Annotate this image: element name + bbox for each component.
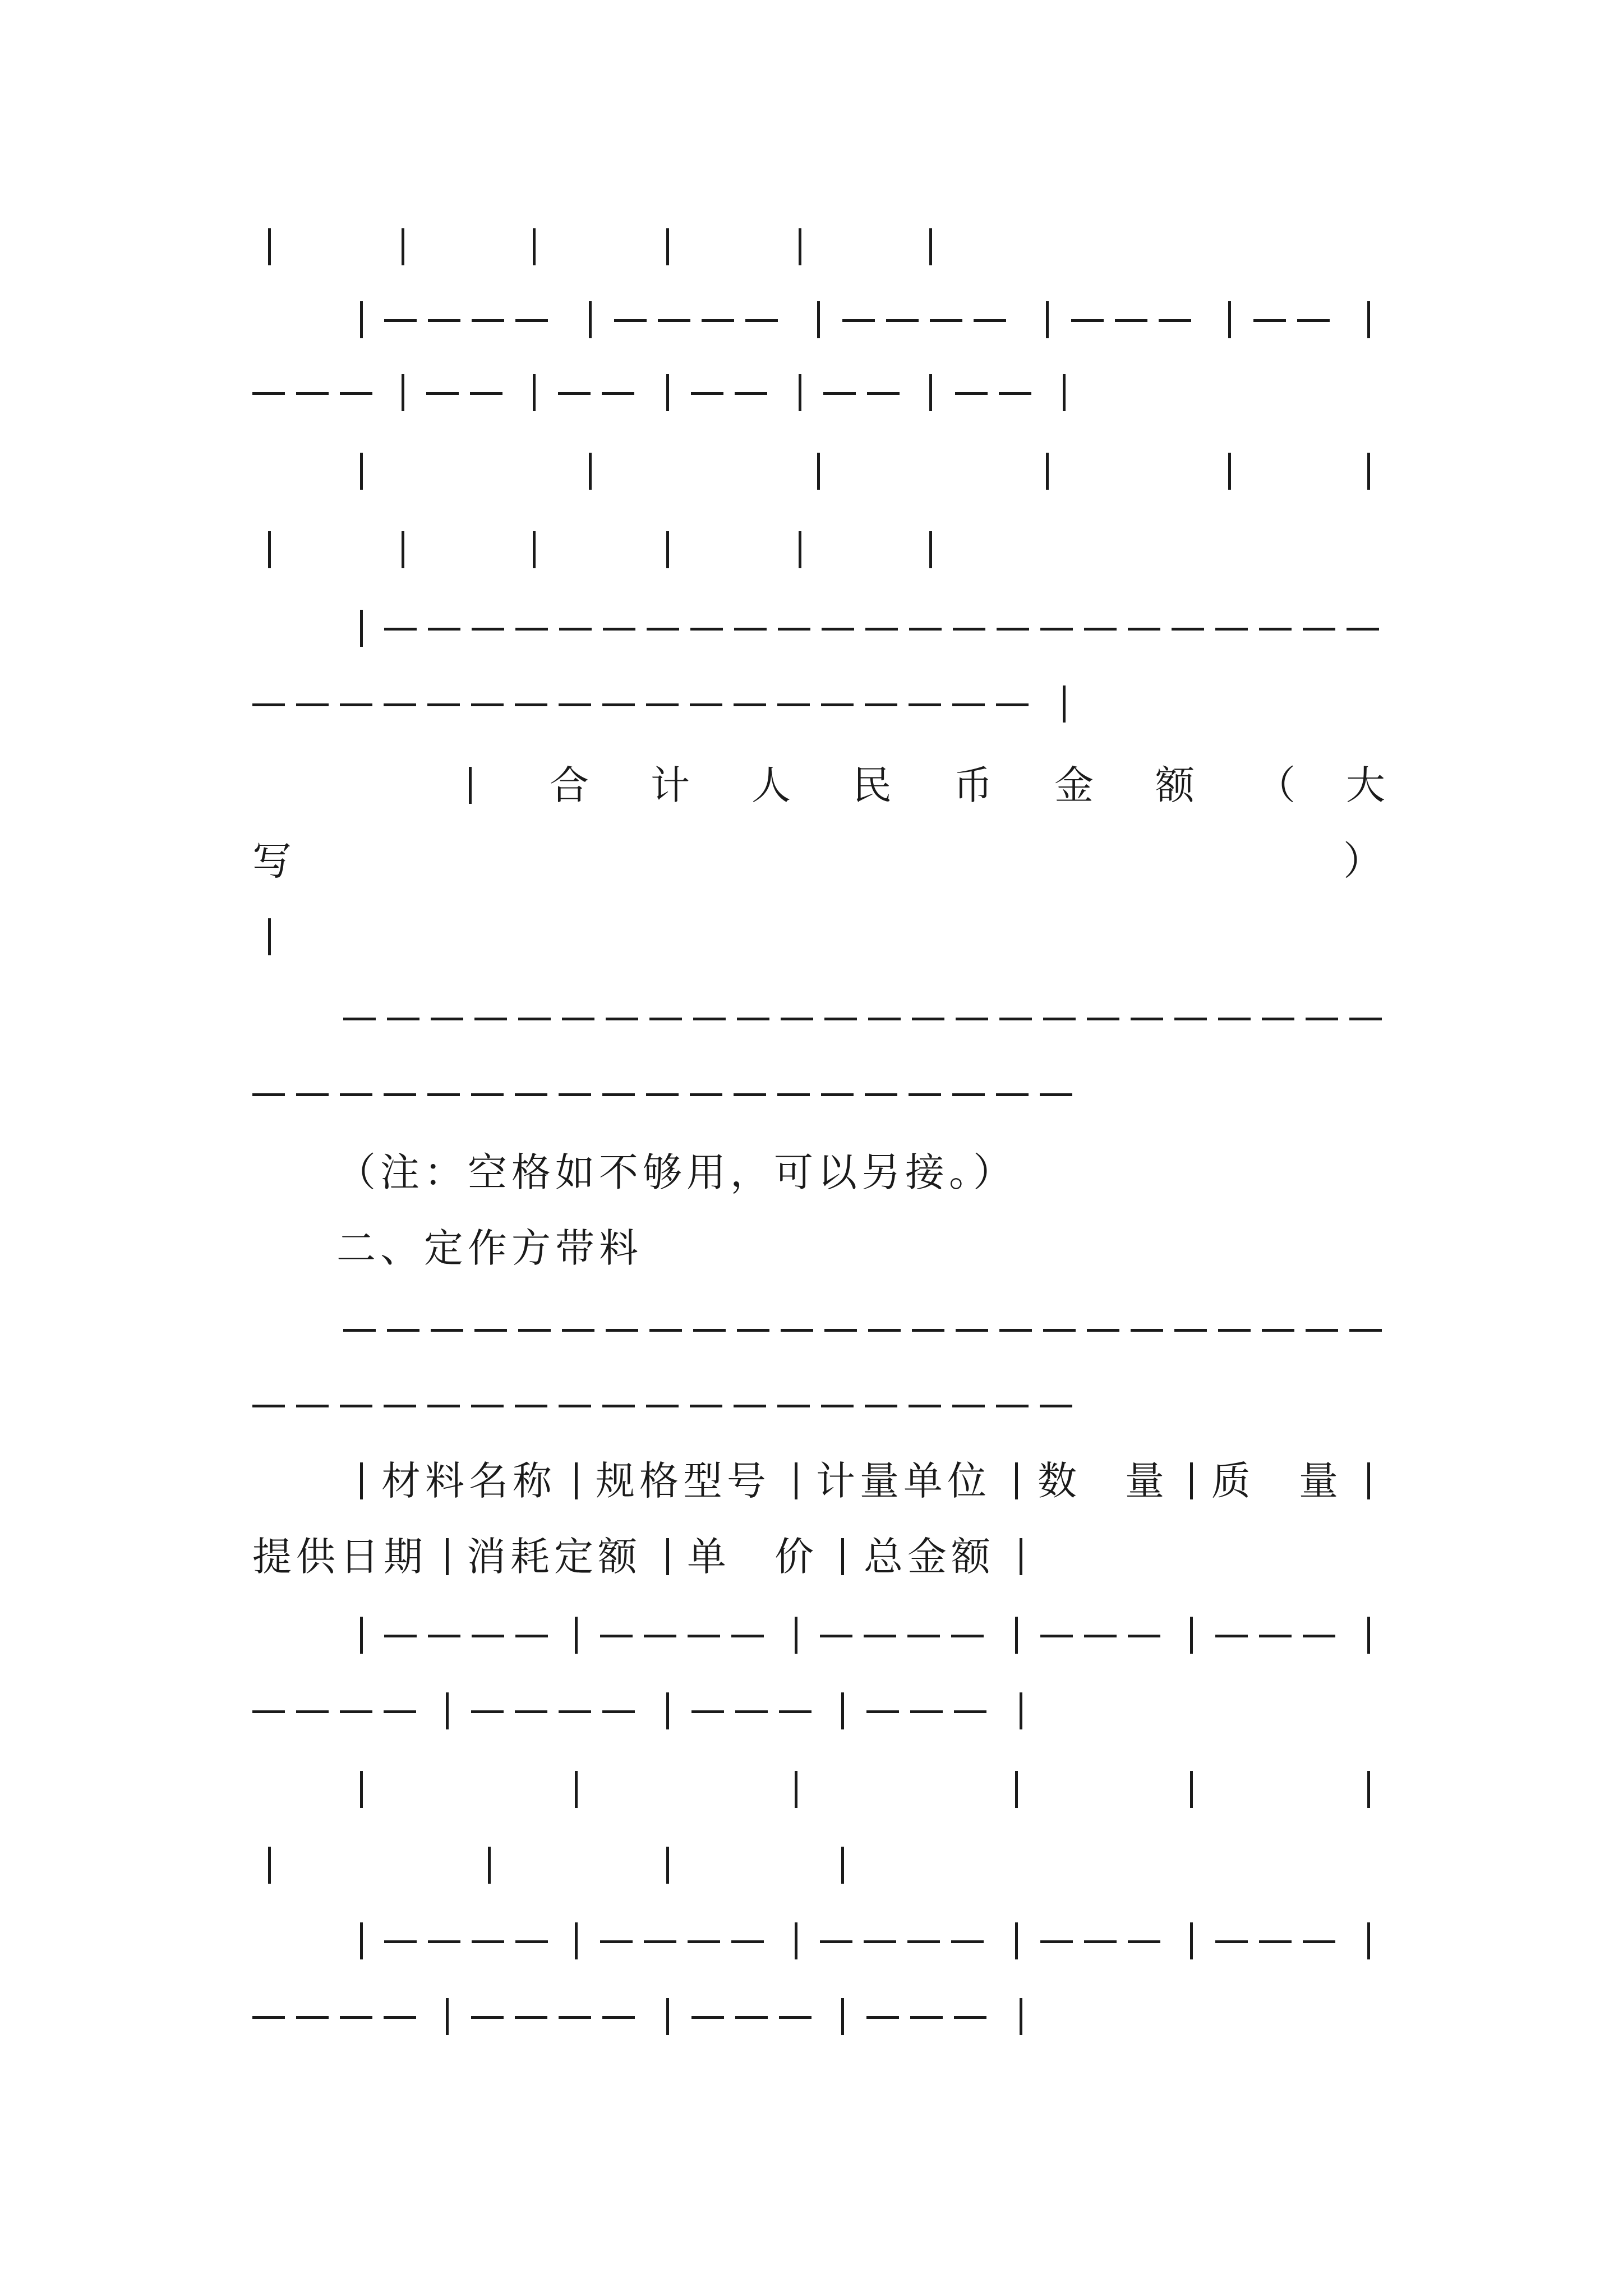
table2-separator bbox=[0, 1907, 1623, 1975]
table-note: （注：空格如不够用，可以另接。） bbox=[336, 1149, 1017, 1195]
cell-border bbox=[799, 228, 801, 265]
table1-empty-row bbox=[0, 438, 1623, 505]
section-title: 二、定作方带料 bbox=[336, 1225, 643, 1271]
table1-long-separator bbox=[0, 595, 1623, 662]
total-amount-row-end bbox=[0, 903, 1623, 970]
column-header: 总金额 bbox=[864, 1534, 995, 1580]
column-header: 提供日期 bbox=[252, 1534, 427, 1580]
table1-long-separator-cont bbox=[0, 670, 1623, 738]
total-amount-row-cont bbox=[0, 827, 1623, 895]
total-char-cont: 写 bbox=[252, 838, 292, 884]
total-char: 大 bbox=[1346, 762, 1385, 808]
cell-border bbox=[533, 228, 536, 265]
table1-separator bbox=[0, 286, 1623, 353]
column-header: 质 量 bbox=[1211, 1458, 1343, 1504]
table2-empty-row bbox=[0, 1756, 1623, 1823]
table2-header-row bbox=[0, 1447, 1623, 1515]
column-header: 消耗定额 bbox=[467, 1534, 642, 1580]
cell-border bbox=[268, 228, 271, 265]
table2-header-row-cont bbox=[0, 1523, 1623, 1590]
column-header: 规格型号 bbox=[596, 1458, 771, 1504]
total-char: 人 bbox=[751, 762, 791, 808]
table2-top-border bbox=[0, 1296, 1623, 1363]
table1-bottom-border bbox=[0, 984, 1623, 1052]
total-char: 额 bbox=[1155, 762, 1195, 808]
table2-separator-cont bbox=[0, 1983, 1623, 2050]
total-char: 民 bbox=[852, 762, 892, 808]
table2-empty-row-cont bbox=[0, 1832, 1623, 1899]
total-char: 合 bbox=[550, 762, 589, 808]
total-amount-row bbox=[0, 752, 1623, 819]
column-header: 单 价 bbox=[687, 1534, 818, 1580]
table2-separator bbox=[0, 1602, 1623, 1669]
table2-separator-cont bbox=[0, 1677, 1623, 1745]
cell-border bbox=[929, 228, 932, 265]
table1-separator-cont bbox=[0, 359, 1623, 426]
total-close-paren: ） bbox=[1343, 838, 1382, 884]
table2-top-border-cont bbox=[0, 1372, 1623, 1439]
column-header: 计量单位 bbox=[816, 1458, 991, 1504]
section2-heading-line bbox=[0, 1214, 1623, 1282]
total-char: 币 bbox=[953, 762, 993, 808]
total-char: 金 bbox=[1054, 762, 1094, 808]
note-line bbox=[0, 1139, 1623, 1206]
total-char: 计 bbox=[651, 762, 690, 808]
column-header: 材料名称 bbox=[381, 1458, 556, 1504]
cell-border bbox=[402, 228, 404, 265]
table1-empty-row-cont bbox=[0, 516, 1623, 583]
column-header: 数 量 bbox=[1038, 1458, 1169, 1504]
table1-empty-row-tail bbox=[0, 213, 1623, 280]
table1-bottom-border-cont bbox=[0, 1060, 1623, 1128]
total-char: （ bbox=[1256, 762, 1295, 808]
cell-border bbox=[666, 228, 669, 265]
